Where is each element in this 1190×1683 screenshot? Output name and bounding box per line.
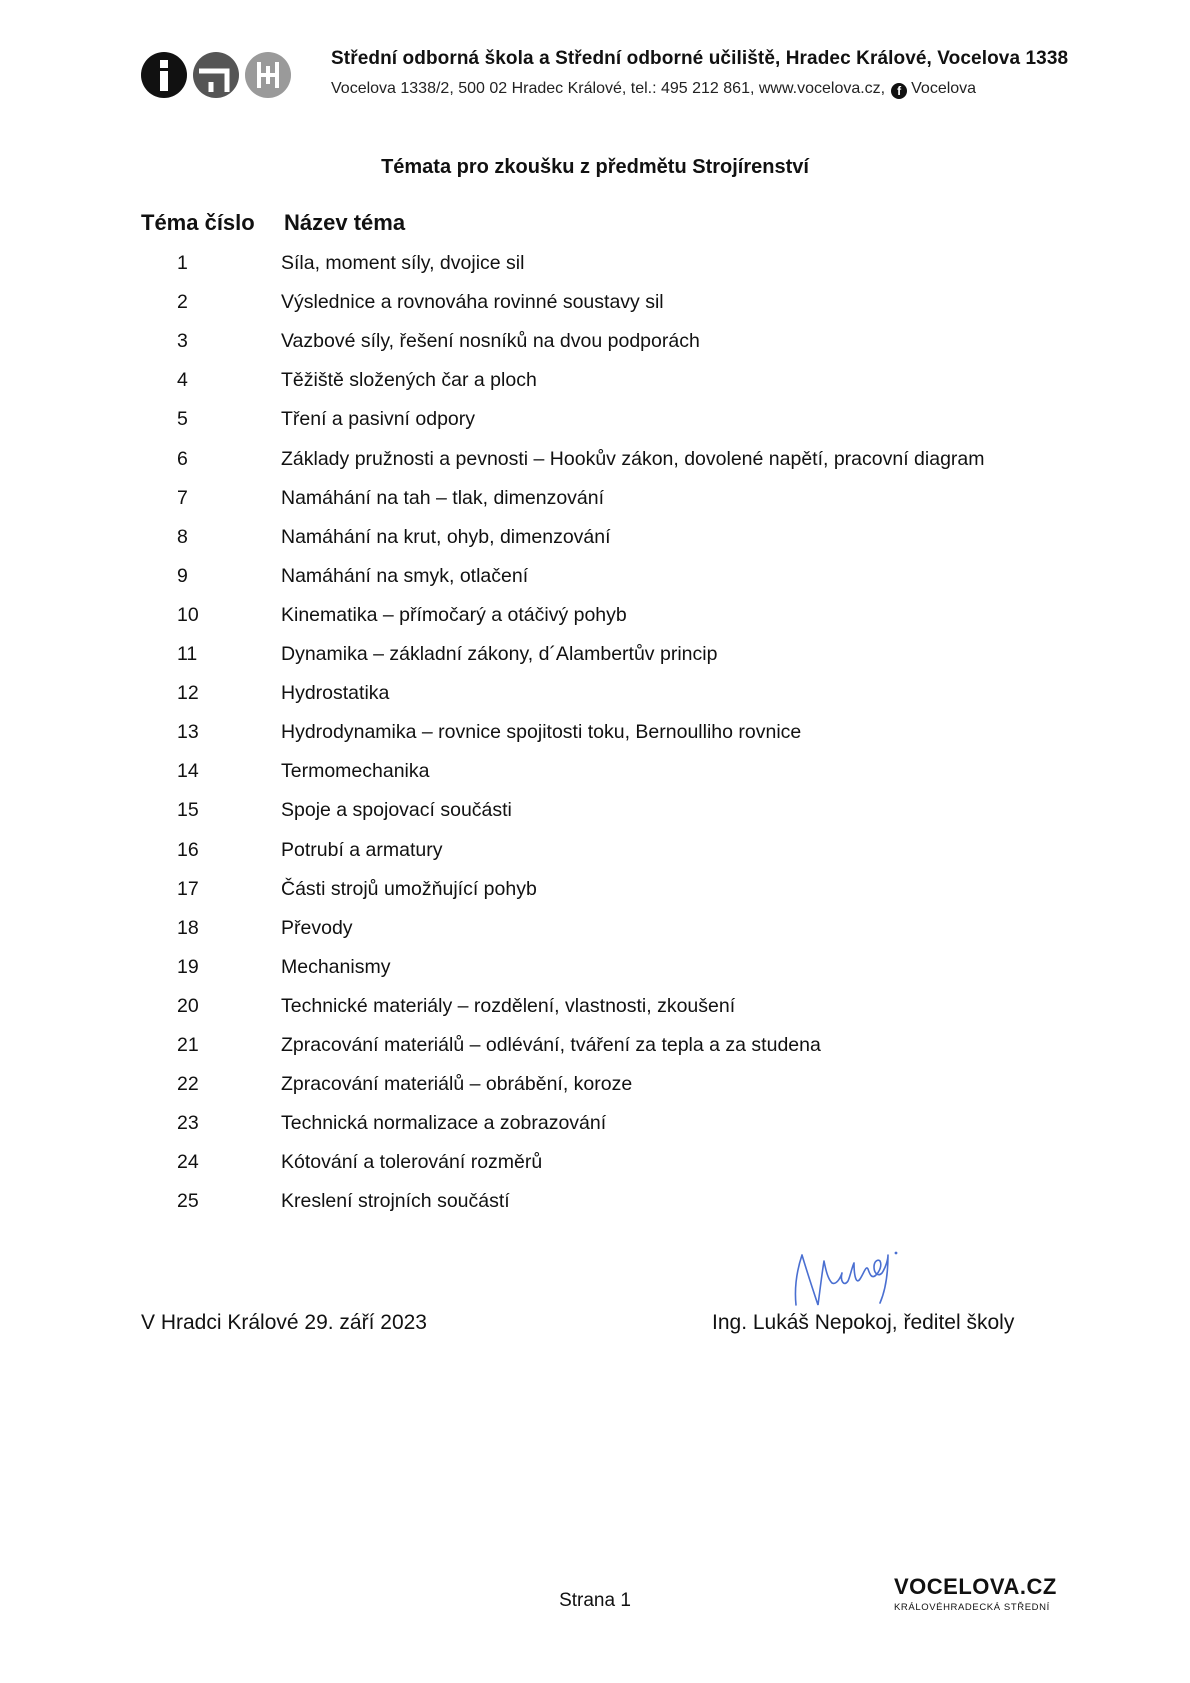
- topic-name: Zpracování materiálů – odlévání, tváření za tepla a za studena: [281, 1034, 821, 1056]
- topic-name: Síla, moment síly, dvojice sil: [281, 252, 525, 274]
- pipe-logo-icon: [193, 52, 239, 98]
- topic-row: [0, 839, 1190, 869]
- topic-name: Technické materiály – rozdělení, vlastnosti, zkoušení: [281, 994, 736, 1017]
- topic-row: [0, 995, 1190, 1025]
- topic-row: [0, 369, 1190, 399]
- topic-row: [0, 682, 1190, 712]
- topic-name: Kótování a tolerování rozměrů: [281, 1151, 543, 1174]
- brand-name: VOCELOVA.CZ: [894, 1574, 1057, 1599]
- topic-name: Kinematika – přímočarý a otáčivý pohyb: [281, 603, 627, 626]
- topic-row: [0, 526, 1190, 556]
- topic-number: 14: [177, 760, 199, 783]
- topic-name: Technická normalizace a zobrazování: [281, 1112, 607, 1135]
- facebook-icon: f: [891, 83, 907, 99]
- topic-name: Vazbové síly, řešení nosníků na dvou podporách: [281, 330, 700, 353]
- topic-name: Hydrostatika: [281, 682, 390, 705]
- school-name: Střední odborná škola a Střední odborné učiliště, Hradec Králové, Vocelova 1338: [331, 48, 1069, 69]
- topic-row: [0, 721, 1190, 751]
- topic-name: Hydrodynamika – rovnice spojitosti toku, Bernoulliho rovnice: [281, 721, 802, 744]
- topic-number: 18: [177, 916, 199, 939]
- page-number: Strana 1: [559, 1590, 631, 1611]
- school-contact: [331, 80, 976, 99]
- place-date: V Hradci Králové 29. září 2023: [141, 1311, 427, 1334]
- topic-name: Výslednice a rovnováha rovinné soustavy sil: [281, 291, 664, 314]
- topic-row: [0, 917, 1190, 947]
- topic-name: Namáhání na tah – tlak, dimenzování: [281, 486, 605, 509]
- topic-number: 9: [177, 564, 188, 587]
- topic-row: [0, 291, 1190, 321]
- topic-number: 20: [177, 994, 199, 1017]
- topic-number: 22: [177, 1073, 199, 1096]
- letterhead: [141, 46, 1069, 106]
- topic-row: [0, 448, 1190, 478]
- topic-number: 6: [177, 447, 188, 470]
- facebook-label: Vocelova: [911, 80, 977, 97]
- topic-row: [0, 1073, 1190, 1103]
- topic-number: 3: [177, 330, 188, 353]
- topic-number: 25: [177, 1190, 199, 1213]
- topic-row: [0, 1034, 1190, 1064]
- topic-row: [0, 760, 1190, 790]
- mechanical-logo-icon: [245, 52, 291, 98]
- topic-number: 15: [177, 799, 199, 822]
- topic-name: Těžiště složených čar a ploch: [281, 369, 537, 392]
- topic-name: Základy pružnosti a pevnosti – Hookův zákon, dovolené napětí, pracovní diagram: [281, 447, 985, 470]
- topic-row: [0, 1151, 1190, 1181]
- topic-row: [0, 408, 1190, 438]
- topic-number: 16: [177, 838, 199, 861]
- topic-number: 7: [177, 486, 188, 509]
- topic-number: 17: [177, 877, 199, 900]
- topic-row: [0, 643, 1190, 673]
- topic-row: [0, 252, 1190, 282]
- topic-number: 5: [177, 408, 188, 431]
- topic-row: [0, 604, 1190, 634]
- topic-row: [0, 956, 1190, 986]
- contact-text: Vocelova 1338/2, 500 02 Hradec Králové, tel.: 495 212 861, www.vocelova.cz,: [331, 80, 886, 97]
- topic-number: 4: [177, 369, 188, 392]
- topic-row: [0, 1112, 1190, 1142]
- topic-row: [0, 878, 1190, 908]
- column-header-name: Název téma: [284, 210, 406, 235]
- document-title: Témata pro zkoušku z předmětu Strojírenství: [381, 156, 809, 178]
- topic-row: [0, 330, 1190, 360]
- topic-row: [0, 799, 1190, 829]
- column-header-number: Téma číslo: [141, 210, 255, 235]
- signature-image: [788, 1245, 908, 1320]
- topic-name: Namáhání na smyk, otlačení: [281, 564, 529, 587]
- topic-number: 21: [177, 1034, 199, 1056]
- topic-name: Kreslení strojních součástí: [281, 1190, 510, 1213]
- topic-number: 1: [177, 252, 188, 274]
- brand-tagline: KRÁLOVÉHRADECKÁ STŘEDNÍ: [894, 1602, 1050, 1613]
- topic-row: [0, 487, 1190, 517]
- footer-brand: [894, 1574, 1057, 1613]
- topic-name: Zpracování materiálů – obrábění, koroze: [281, 1073, 633, 1096]
- topic-name: Spoje a spojovací součásti: [281, 799, 512, 822]
- topic-number: 12: [177, 682, 199, 705]
- topic-name: Převody: [281, 916, 353, 939]
- topic-number: 10: [177, 603, 199, 626]
- topic-number: 24: [177, 1151, 199, 1174]
- topic-row: [0, 565, 1190, 595]
- topic-name: Mechanismy: [281, 955, 391, 978]
- topic-number: 8: [177, 525, 188, 548]
- info-logo-icon: [141, 52, 187, 98]
- topic-number: 11: [177, 643, 198, 665]
- topic-name: Části strojů umožňující pohyb: [281, 877, 537, 900]
- topic-number: 23: [177, 1112, 199, 1135]
- topic-name: Tření a pasivní odpory: [281, 408, 476, 431]
- topic-name: Termomechanika: [281, 760, 430, 783]
- topic-name: Potrubí a armatury: [281, 838, 443, 861]
- topic-row: [0, 1190, 1190, 1220]
- topic-name: Namáhání na krut, ohyb, dimenzování: [281, 525, 611, 548]
- signatory: Ing. Lukáš Nepokoj, ředitel školy: [712, 1311, 1015, 1334]
- topic-number: 2: [177, 291, 188, 314]
- topic-number: 13: [177, 721, 199, 744]
- topic-name: Dynamika – základní zákony, d´Alambertův princip: [281, 643, 718, 665]
- topic-number: 19: [177, 955, 199, 978]
